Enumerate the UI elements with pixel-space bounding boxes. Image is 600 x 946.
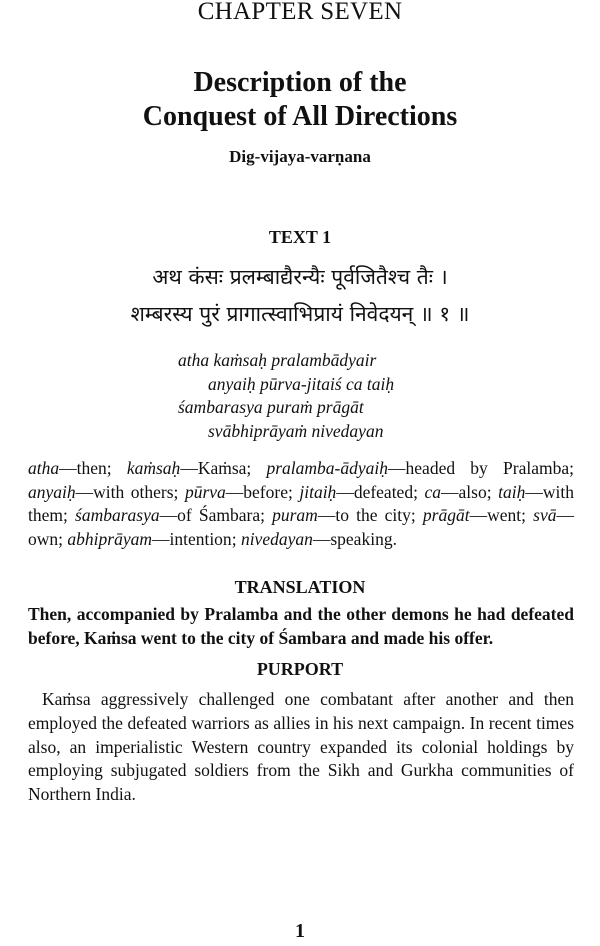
synonym-meaning: defeated (353, 481, 414, 502)
translation-heading: TRANSLATION (234, 577, 366, 597)
synonym-term: pralamba-ādyaiḥ (266, 458, 389, 478)
text-number-heading: TEXT 1 (268, 227, 332, 247)
synonym-term: pūrva (184, 481, 226, 502)
synonym-meaning: with them (28, 481, 574, 526)
synonym-meaning: of Śambara (177, 505, 261, 526)
synonym-term: prāgāt (422, 505, 470, 526)
transliteration-line: anyaiḥ pūrva-jitaiś ca taiḥ (208, 373, 395, 394)
transliteration-verse (178, 349, 394, 443)
synonym-term: svā (533, 505, 557, 526)
translation-text: Then, accompanied by Pralamba and the other demons he had defeated before, Kaṁsa went to the city of Śambara and made his offer. (28, 604, 574, 648)
synonym-meaning: went (487, 505, 522, 526)
chapter-heading: CHAPTER SEVEN (197, 0, 403, 25)
synonym-term: śambarasya (75, 505, 160, 526)
synonym-meaning: then (76, 458, 107, 478)
transliteration-line: svābhiprāyaṁ nivedayan (208, 420, 384, 441)
page-number: 1 (295, 920, 305, 942)
chapter-title-line-1: Description of the (193, 67, 407, 98)
synonym-term: ca (424, 481, 441, 502)
synonym-meaning: Kaṁsa (197, 458, 247, 478)
synonym-meaning: to the city (335, 505, 411, 526)
synonym-term: puram (272, 505, 318, 526)
synonym-meaning: headed by Pralamba (405, 458, 570, 478)
purport-paragraph (28, 688, 574, 807)
synonym-term: abhiprāyam (67, 528, 152, 549)
synonyms-paragraph: atha—then; kaṁsaḥ—Kaṁsa; pralamba-ādyaiḥ—headed by Pralamba; anyaiḥ—with others; pūrva—before; jitaiḥ—defeated; ca—also; taiḥ—with them; śambarasya—of Śambara; puram—to the city; prāgāt—went; svā—own; abhiprāyam—intention; nivedayan—speaking. (28, 458, 574, 549)
synonym-term: kaṁsaḥ (126, 458, 181, 478)
synonym-term: jitaiḥ (299, 481, 337, 502)
devanagari-verse-line-1: अथ कंसः प्रलम्बाद्यैरन्यैः पूर्वजितैश्च तैः । (152, 265, 448, 289)
synonym-term: taiḥ (498, 481, 526, 502)
synonym-meaning: intention (169, 528, 232, 549)
chapter-title (0, 66, 600, 134)
purport-heading: PURPORT (256, 659, 344, 679)
transliteration-line: śambarasya puraṁ prāgāt (178, 397, 364, 417)
chapter-title-line-2: Conquest of All Directions (142, 101, 458, 132)
transliteration-line: atha kaṁsaḥ pralambādyair (178, 350, 377, 370)
synonym-meaning: before (243, 481, 288, 502)
synonym-meaning: own (28, 528, 59, 549)
synonym-term: nivedayan (240, 528, 313, 549)
synonym-meaning: speaking (330, 528, 393, 549)
synonym-term: anyaiḥ (28, 481, 76, 502)
devanagari-verse-line-2: शम्बरस्य पुरं प्रागात्स्वाभिप्रायं निवेदयन् ॥ १ ॥ (130, 302, 470, 326)
chapter-subtitle: Dig-vijaya-varṇana (229, 147, 371, 166)
purport-text: Kaṁsa aggressively challenged one combatant after another and then employed the defeated warriors as allies in his next campaign. In recent times also, an imperialistic Western country expanded its colonial holdings by employing subjugated soldiers from the Sikh and Gurkha communities of Northern India. (28, 689, 574, 805)
synonym-meaning: with others (93, 481, 174, 502)
synonym-meaning: also (458, 481, 487, 502)
synonym-term: atha (28, 458, 60, 478)
